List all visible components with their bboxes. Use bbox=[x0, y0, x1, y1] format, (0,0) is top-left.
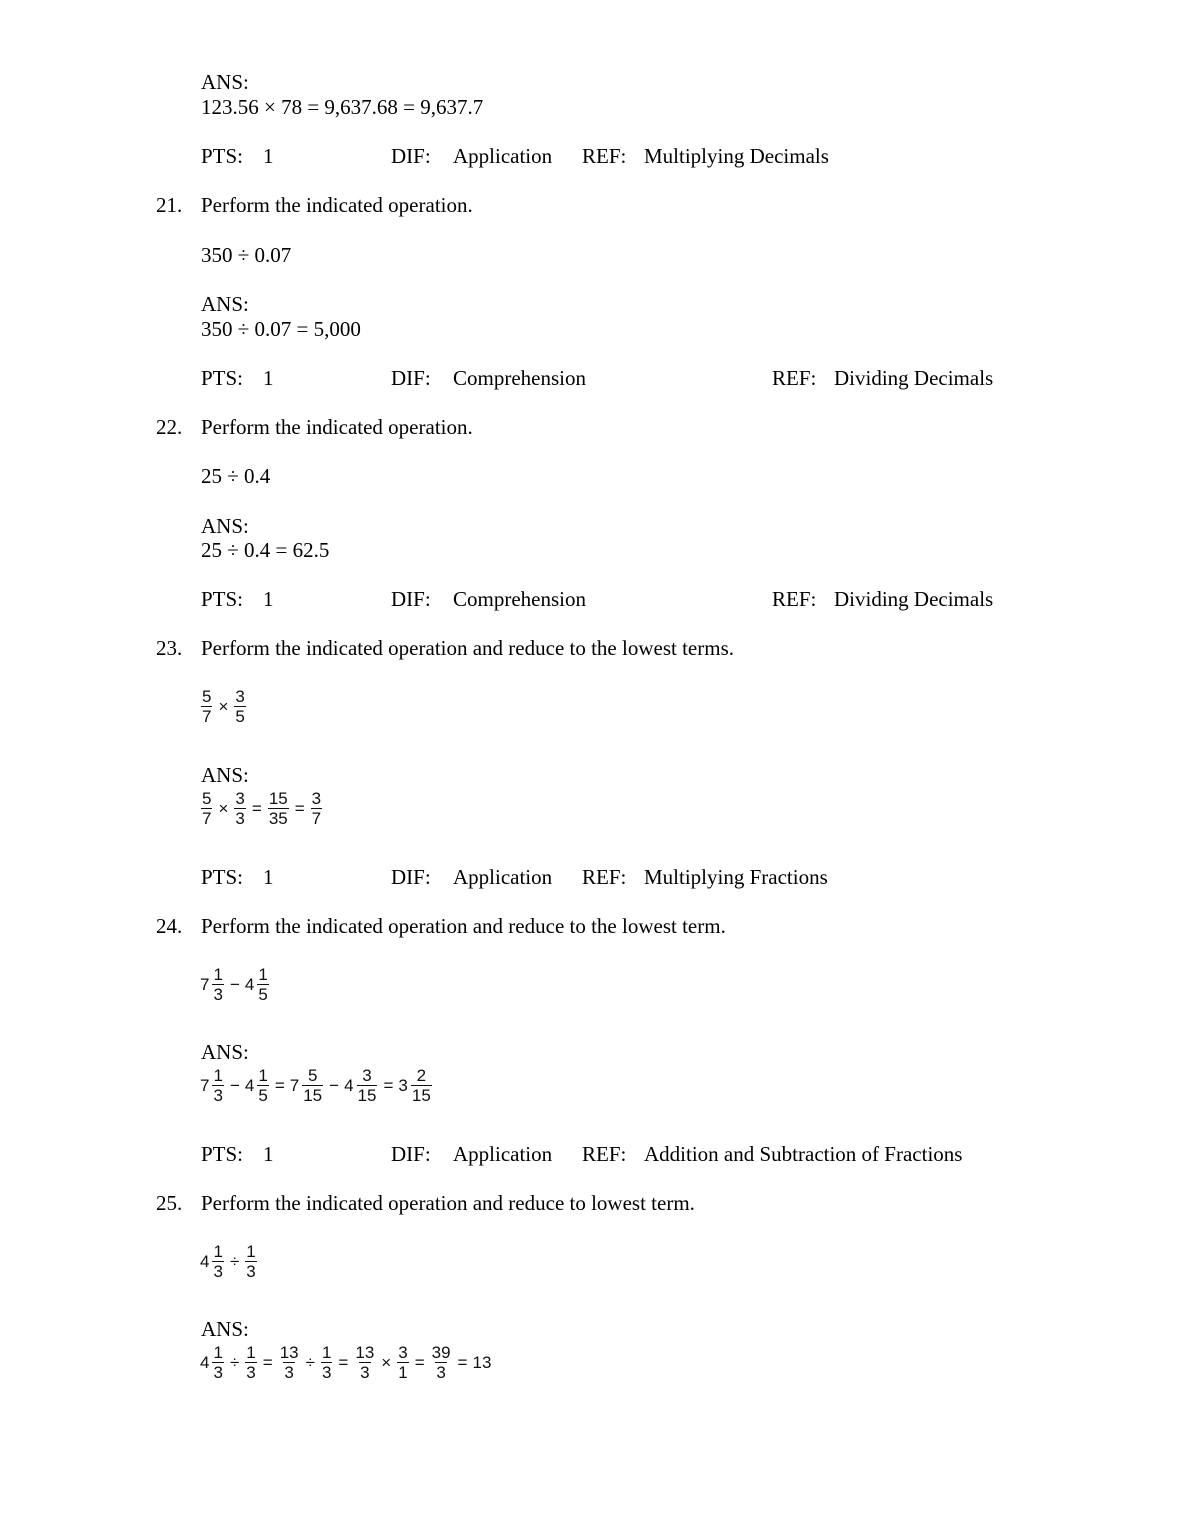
q22-question: Perform the indicated operation. bbox=[201, 415, 473, 439]
fraction: $\frac{13}{3}$ bbox=[355, 1343, 375, 1382]
fraction: $\frac{15}{35}$ bbox=[268, 789, 288, 828]
q23-ref-value: Multiplying Fractions bbox=[644, 865, 828, 889]
fraction: $\frac{5}{15}$ bbox=[303, 1066, 323, 1105]
fraction: $\frac{1}{5}$ bbox=[258, 965, 268, 1004]
q21-dif-label: DIF: bbox=[391, 366, 431, 390]
q22-dif-label: DIF: bbox=[391, 587, 431, 611]
q25-expression: 4 $\frac{1}{3}$ ÷ $\frac{1}{3}$ bbox=[200, 1242, 256, 1281]
q23-number: 23. bbox=[156, 636, 183, 660]
q23-pts-value: 1 bbox=[263, 865, 274, 889]
q21-ref-label: REF: bbox=[772, 366, 817, 390]
fraction: $\frac{1}{3}$ bbox=[213, 1066, 223, 1105]
q21-ref-value: Dividing Decimals bbox=[834, 366, 994, 390]
q25-question: Perform the indicated operation and reduce to lowest term. bbox=[201, 1191, 695, 1215]
q22-number: 22. bbox=[156, 415, 183, 439]
q21-pts-value: 1 bbox=[263, 366, 274, 390]
q20-pts-value: 1 bbox=[263, 144, 274, 168]
q23-question: Perform the indicated operation and reduce to the lowest terms. bbox=[201, 636, 734, 660]
q23-ans-expression: $\frac{5}{7}$ × $\frac{3}{3}$ = $\frac{15}{35}$ = $\frac{3}{7}$ bbox=[202, 789, 322, 828]
fraction: $\frac{3}{5}$ bbox=[235, 687, 245, 726]
fraction: $\frac{3}{7}$ bbox=[311, 789, 322, 828]
q21-pts-label: PTS: bbox=[201, 366, 244, 390]
q22-dif-value: Comprehension bbox=[453, 587, 586, 611]
q21-dif-value: Comprehension bbox=[453, 366, 586, 390]
q23-pts-label: PTS: bbox=[201, 865, 244, 889]
q23-ans-label: ANS: bbox=[201, 763, 249, 787]
q24-ref-label: REF: bbox=[582, 1142, 627, 1166]
fraction: $\frac{1}{5}$ bbox=[258, 1066, 268, 1105]
fraction: $\frac{3}{3}$ bbox=[235, 789, 245, 828]
fraction: $\frac{1}{3}$ bbox=[246, 1343, 256, 1382]
q24-number: 24. bbox=[156, 914, 183, 938]
fraction: $\frac{1}{3}$ bbox=[213, 1242, 223, 1281]
fraction: $\frac{13}{3}$ bbox=[279, 1343, 299, 1382]
q22-ans-text: 25 ÷ 0.4 = 62.5 bbox=[201, 538, 330, 562]
q25-number: 25. bbox=[156, 1191, 183, 1215]
q22-ref-label: REF: bbox=[772, 587, 817, 611]
q21-ans-label: ANS: bbox=[201, 292, 249, 316]
q23-dif-value: Application bbox=[453, 865, 553, 889]
fraction: $\frac{1}{3}$ bbox=[213, 1343, 223, 1382]
fraction: $\frac{1}{3}$ bbox=[213, 965, 223, 1004]
q22-expression: 25 ÷ 0.4 bbox=[201, 464, 271, 488]
q21-number: 21. bbox=[156, 193, 183, 217]
q21-expression: 350 ÷ 0.07 bbox=[201, 243, 292, 267]
q20-dif-label: DIF: bbox=[391, 144, 431, 168]
q20-ref-value: Multiplying Decimals bbox=[644, 144, 829, 168]
q20-pts-label: PTS: bbox=[201, 144, 244, 168]
q24-ans-expression: 7 $\frac{1}{3}$ − 4 $\frac{1}{5}$ = 7 $\frac{5}{15}$ − 4 $\frac{3}{15}$ = 3 $\frac{2}{15}$ bbox=[200, 1066, 431, 1105]
fraction: $\frac{1}{3}$ bbox=[321, 1343, 332, 1382]
fraction: $\frac{3}{1}$ bbox=[398, 1343, 408, 1382]
q20-ans-label: ANS: bbox=[201, 70, 249, 94]
q23-expression: $\frac{5}{7}$ × $\frac{3}{5}$ bbox=[202, 687, 245, 726]
q23-ref-label: REF: bbox=[582, 865, 627, 889]
q25-ans-expression: 4 $\frac{1}{3}$ ÷ $\frac{1}{3}$ = $\frac{13}{3}$ ÷ $\frac{1}{3}$ = $\frac{13}{3}$ × $\frac{3}{1}$ = $\frac{39}{3}$ = 13 bbox=[200, 1343, 492, 1382]
q24-dif-label: DIF: bbox=[391, 1142, 431, 1166]
fraction: $\frac{5}{7}$ bbox=[202, 687, 212, 726]
fraction: $\frac{5}{7}$ bbox=[202, 789, 212, 828]
q24-pts-value: 1 bbox=[263, 1142, 274, 1166]
q22-pts-label: PTS: bbox=[201, 587, 244, 611]
q24-ans-label: ANS: bbox=[201, 1040, 249, 1064]
q24-ref-value: Addition and Subtraction of Fractions bbox=[644, 1142, 963, 1166]
fraction: $\frac{39}{3}$ bbox=[431, 1343, 451, 1382]
fraction: $\frac{1}{3}$ bbox=[246, 1242, 256, 1281]
fraction: $\frac{2}{15}$ bbox=[411, 1066, 431, 1105]
q20-ans-text: 123.56 × 78 = 9,637.68 = 9,637.7 bbox=[201, 95, 484, 119]
q20-ref-label: REF: bbox=[582, 144, 627, 168]
q24-expression: 7 $\frac{1}{3}$ − 4 $\frac{1}{5}$ bbox=[200, 965, 268, 1004]
q24-dif-value: Application bbox=[453, 1142, 553, 1166]
q20-dif-value: Application bbox=[453, 144, 553, 168]
q22-ref-value: Dividing Decimals bbox=[834, 587, 994, 611]
q22-ans-label: ANS: bbox=[201, 514, 249, 538]
q24-pts-label: PTS: bbox=[201, 1142, 244, 1166]
q21-question: Perform the indicated operation. bbox=[201, 193, 473, 217]
q23-dif-label: DIF: bbox=[391, 865, 431, 889]
fraction: $\frac{3}{15}$ bbox=[357, 1066, 377, 1105]
q25-ans-label: ANS: bbox=[201, 1317, 249, 1341]
q21-ans-text: 350 ÷ 0.07 = 5,000 bbox=[201, 317, 361, 341]
q22-pts-value: 1 bbox=[263, 587, 274, 611]
q24-question: Perform the indicated operation and reduce to the lowest term. bbox=[201, 914, 726, 938]
